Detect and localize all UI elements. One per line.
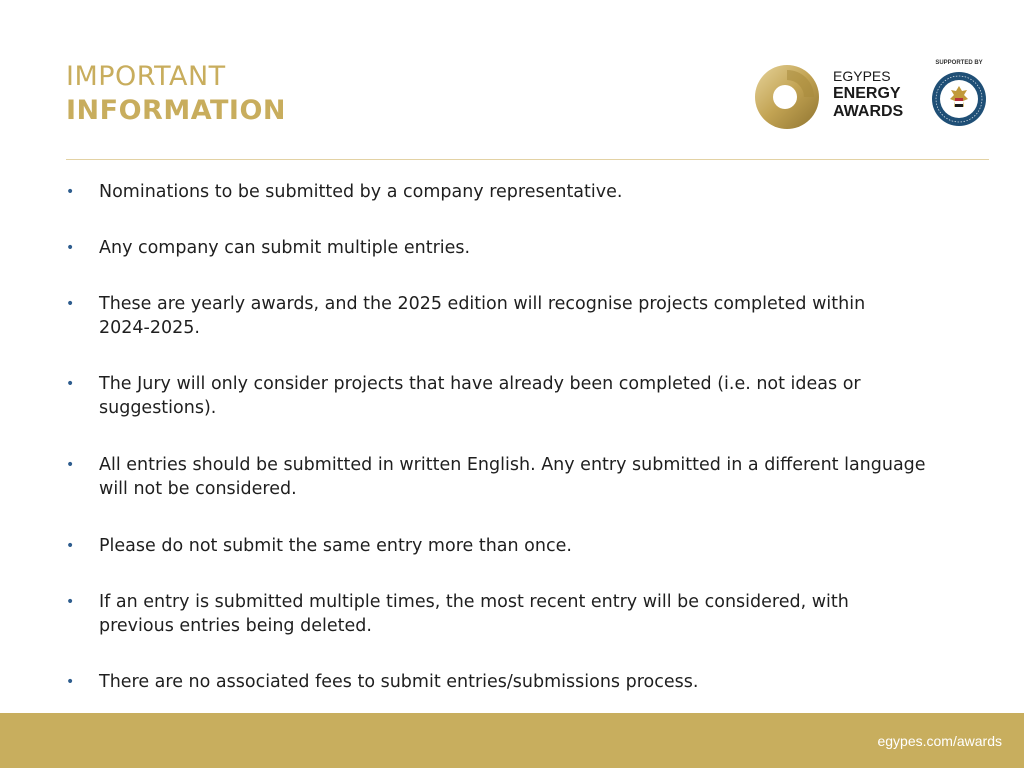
bullet-marker: •: [66, 376, 75, 392]
list-item-text: Please do not submit the same entry more than once.: [99, 536, 572, 556]
list-item-text: These are yearly awards, and the 2025 edition will recognise projects completed within 2024-2025.: [99, 294, 866, 338]
awards-ring-icon: [754, 64, 820, 130]
header-divider: [66, 159, 989, 160]
logo-line-1: EGYPES: [833, 68, 891, 84]
title-line-2: INFORMATION: [66, 95, 287, 126]
list-item-text: If an entry is submitted multiple times, the most recent entry will be considered, with previous entries being deleted.: [99, 592, 849, 636]
bullet-marker: •: [66, 674, 75, 690]
footer-url: egypes.com/awards: [877, 733, 1002, 749]
logo-line-3: AWARDS: [833, 103, 904, 120]
list-item-text: Nominations to be submitted by a company representative.: [99, 182, 623, 202]
egypes-energy-awards-logo: [754, 62, 914, 130]
bullet-marker: •: [66, 457, 75, 473]
supported-by-label: SUPPORTED BY: [935, 60, 983, 66]
logo-line-2: ENERGY: [833, 85, 901, 102]
page-title: [66, 60, 286, 128]
bullet-marker: •: [66, 594, 75, 610]
list-item-text: All entries should be submitted in written English. Any entry submitted in a different language will not be considered.: [99, 455, 926, 499]
bullet-marker: •: [66, 184, 75, 200]
logo-wordmark: [833, 68, 903, 121]
supported-by-block: [930, 60, 988, 130]
bullet-marker: •: [66, 240, 75, 256]
list-item-text: Any company can submit multiple entries.: [99, 238, 471, 258]
ministry-seal-icon: [931, 71, 987, 127]
title-line-1: IMPORTANT: [66, 61, 226, 92]
bullet-marker: •: [66, 296, 75, 312]
list-item-text: There are no associated fees to submit entries/submissions process.: [99, 672, 699, 692]
bullet-marker: •: [66, 538, 75, 554]
footer-bar: [0, 713, 1024, 768]
list-item-text: The Jury will only consider projects that have already been completed (i.e. not ideas or suggestions).: [99, 374, 861, 418]
